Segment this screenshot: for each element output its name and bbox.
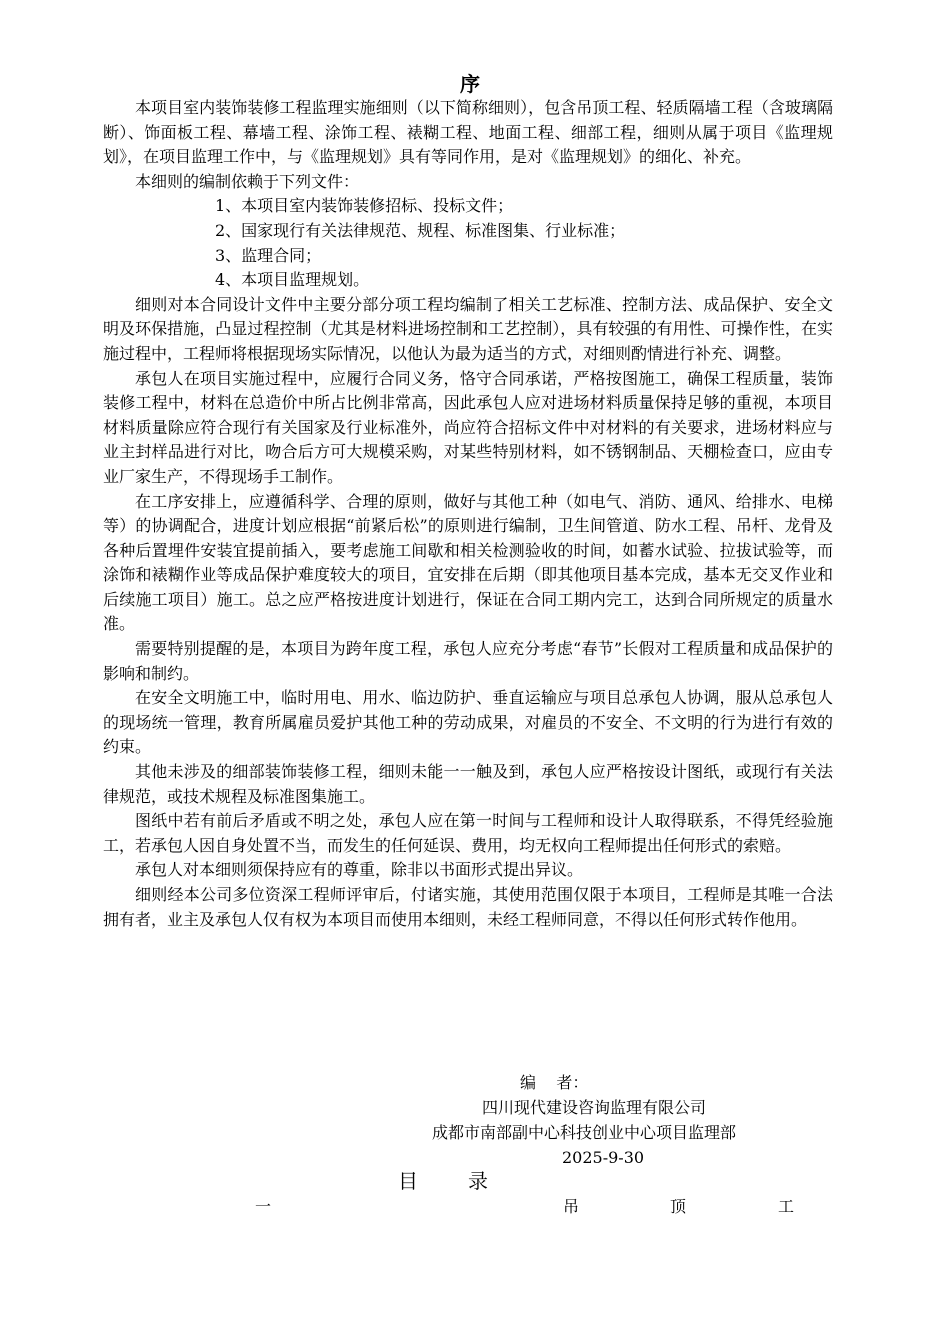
preface-title: 序 (460, 72, 480, 96)
paragraph: 本细则的编制依赖于下列文件： (135, 171, 360, 191)
paragraph: 承包人在项目实施过程中，应履行合同义务，恪守合同承诺，严格按图施工，确保工程质量，装饰装修工程中，材料在总造价中所占比例非常高，因此承包人应对进场材料质量保持足够的重视，本项目材料质量除应符合现行有关国家及行业标准外，尚应符合招标文件中对材料的有关要求，进场材料应与业主封样品进行对比，吻合后方可大规模采购，对某些特别材料，如不锈钢制品、天棚检查口，应由专业厂家生产，不得现场手工制作。 (103, 368, 833, 486)
preface-body (103, 96, 833, 932)
paragraph: 细则经本公司多位资深工程师评审后，付诸实施，其使用范围仅限于本项目，工程师是其唯一合法拥有者，业主及承包人仅有权为本项目而使用本细则，未经工程师同意，不得以任何形式转作他用。 (103, 885, 833, 929)
paragraph: 在安全文明施工中，临时用电、用水、临边防护、垂直运输应与项目总承包人协调，服从总承包人的现场统一管理，教育所属雇员爱护其他工种的劳动成果，对雇员的不安全、不文明的行为进行有效的约束。 (103, 688, 833, 757)
paragraph: 细则对本合同设计文件中主要分部分项工程均编制了相关工艺标准、控制方法、成品保护、安全文明及环保措施，凸显过程控制（尤其是材料进场控制和工艺控制），具有较强的有用性、可操作性，在实施过程中，工程师将根据现场实际情况，以他认为最为适当的方式，对细则酌情进行补充、调整。 (103, 294, 833, 363)
toc-title-char: 录 (468, 1169, 488, 1193)
paragraph: 图纸中若有前后矛盾或不明之处，承包人应在第一时间与工程师和设计人取得联系，不得凭经验施工，若承包人因自身处置不当，而发生的任何延误、费用，均无权向工程师提出任何形式的索赔。 (103, 811, 833, 855)
paragraph: 需要特别提醒的是，本项目为跨年度工程，承包人应充分考虑“春节”长假对工程质量和成品保护的影响和制约。 (103, 639, 833, 683)
date: 2025-9-30 (562, 1148, 645, 1167)
list-item: 2、国家现行有关法律规范、规程、标准图集、行业标准； (215, 220, 626, 240)
paragraph: 承包人对本细则须保持应有的尊重，除非以书面形式提出异议。 (135, 860, 584, 880)
paragraph: 其他未涉及的细部装饰装修工程，细则未能一一触及到，承包人应严格按设计图纸，或现行有关法律规范，或技术规程及标准图集施工。 (103, 762, 833, 806)
toc-entry-cell: 顶 (670, 1197, 687, 1216)
toc-entry-cell: 工 (778, 1197, 795, 1216)
list-item: 1、本项目室内装饰装修招标、投标文件； (215, 196, 514, 216)
department-name: 成都市南部副中心科技创业中心项目监理部 (432, 1123, 737, 1142)
paragraph: 在工序安排上，应遵循科学、合理的原则，做好与其他工种（如电气、消防、通风、给排水、电梯等）的协调配合，进度计划应根据“前紧后松”的原则进行编制，卫生间管道、防水工程、吊杆、龙骨及各种后置埋件安装宜提前插入，要考虑施工间歇和相关检测验收的时间，如蓄水试验、拉拔试验等，而涂饰和裱糊作业等成品保护难度较大的项目，宜安排在后期（即其他项目基本完成，基本无交叉作业和后续施工项目）施工。总之应严格按进度计划进行，保证在合同工期内完工，达到合同所规定的质量水准。 (103, 491, 833, 634)
toc-entry-cell: 吊 (563, 1197, 580, 1216)
toc-title-char: 目 (398, 1169, 418, 1193)
company-name: 四川现代建设咨询监理有限公司 (482, 1098, 707, 1117)
list-item: 4、本项目监理规划。 (215, 270, 370, 290)
toc-title (398, 1166, 538, 1196)
paragraph: 本项目室内装饰装修工程监理实施细则（以下简称细则），包含吊顶工程、轻质隔墙工程（含玻璃隔断）、饰面板工程、幕墙工程、涂饰工程、裱糊工程、地面工程、细部工程，细则从属于项目《监理规划》，在项目监理工作中，与《监理规划》具有等同作用，是对《监理规划》的细化、补充。 (103, 98, 833, 167)
toc-entry-cell: 一 (255, 1197, 272, 1216)
list-item: 3、监理合同； (215, 245, 322, 265)
editor-label: 编 者： (520, 1073, 589, 1092)
